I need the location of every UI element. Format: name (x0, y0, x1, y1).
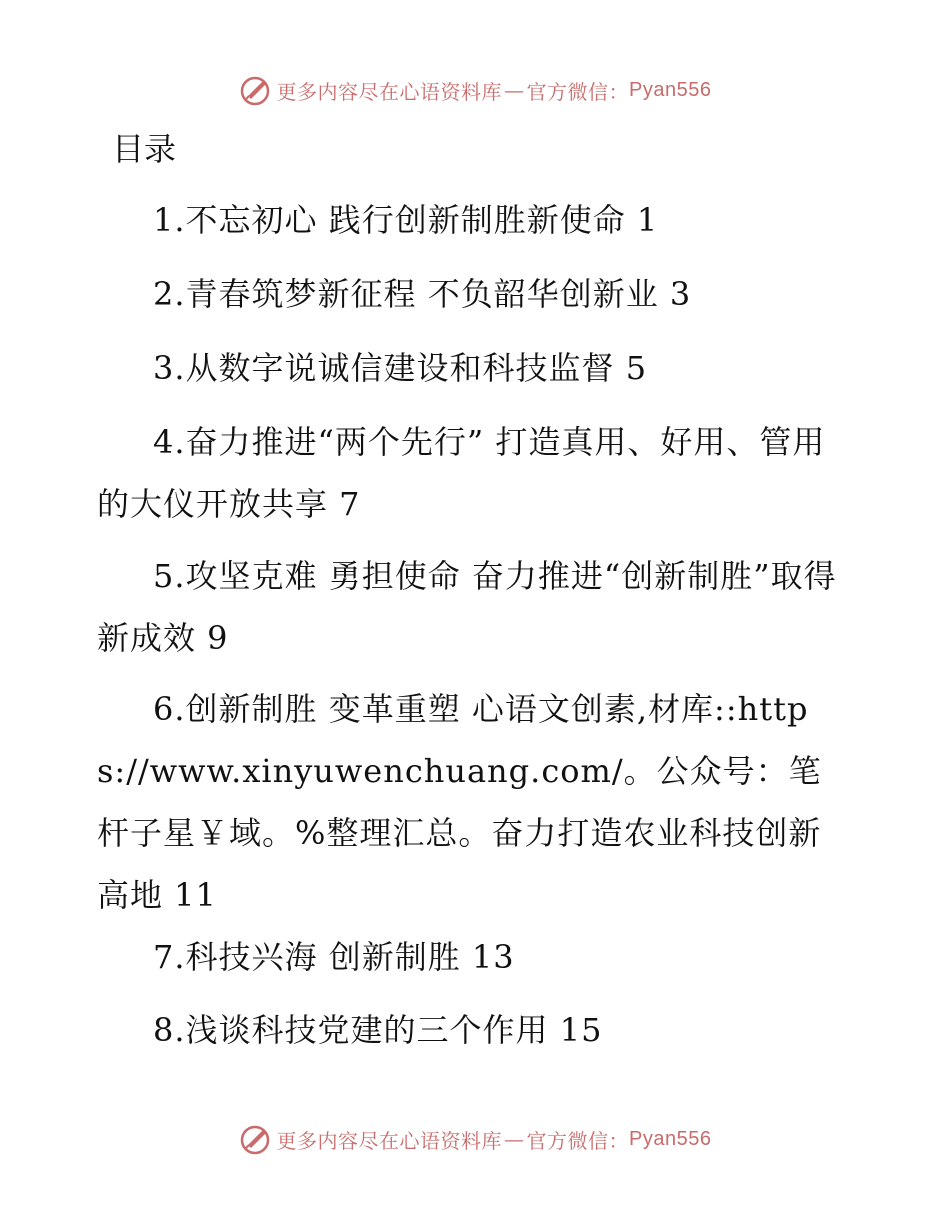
wechat-id: Pyan556 (629, 1127, 712, 1150)
watermark-text: 更多内容尽在心语资料库 (276, 1128, 503, 1153)
toc-entry-3: 3.从数字说诚信建设和科技监督 5 (153, 349, 648, 387)
watermark-banner-bottom (0, 1119, 950, 1159)
wechat-id: Pyan556 (629, 78, 712, 101)
toc-entry-6: 6.创新制胜 变革重塑 心语文创素,材库::https://www.xinyuwenchuang.com/。公众号：笔杆子星￥域。%整理汇总。奋力打造农业科技创新高地 11 (97, 690, 822, 914)
quill-logo-icon (239, 1123, 271, 1155)
toc-entry-8: 8.浅谈科技党建的三个作用 15 (153, 1011, 603, 1049)
toc-entry-2: 2.青春筑梦新征程 不负韶华创新业 3 (153, 275, 692, 313)
watermark-banner-top (0, 70, 950, 110)
toc-entry-5: 5.攻坚克难 勇担使命 奋力推进“创新制胜”取得新成效 9 (97, 557, 837, 657)
toc-entry-1: 1.不忘初心 践行创新制胜新使命 1 (153, 201, 659, 239)
watermark-separator: — (504, 78, 525, 102)
wechat-label: 官方微信： (526, 1128, 630, 1153)
toc-entry-7: 7.科技兴海 创新制胜 13 (153, 938, 515, 976)
page-title: 目录 (112, 130, 177, 168)
watermark-text: 更多内容尽在心语资料库 (276, 79, 503, 104)
watermark-separator: — (504, 1127, 525, 1151)
wechat-label: 官方微信： (526, 79, 630, 104)
toc-entry-4: 4.奋力推进“两个先行” 打造真用、好用、管用的大仪开放共享 7 (97, 423, 826, 523)
quill-logo-icon (239, 74, 271, 106)
